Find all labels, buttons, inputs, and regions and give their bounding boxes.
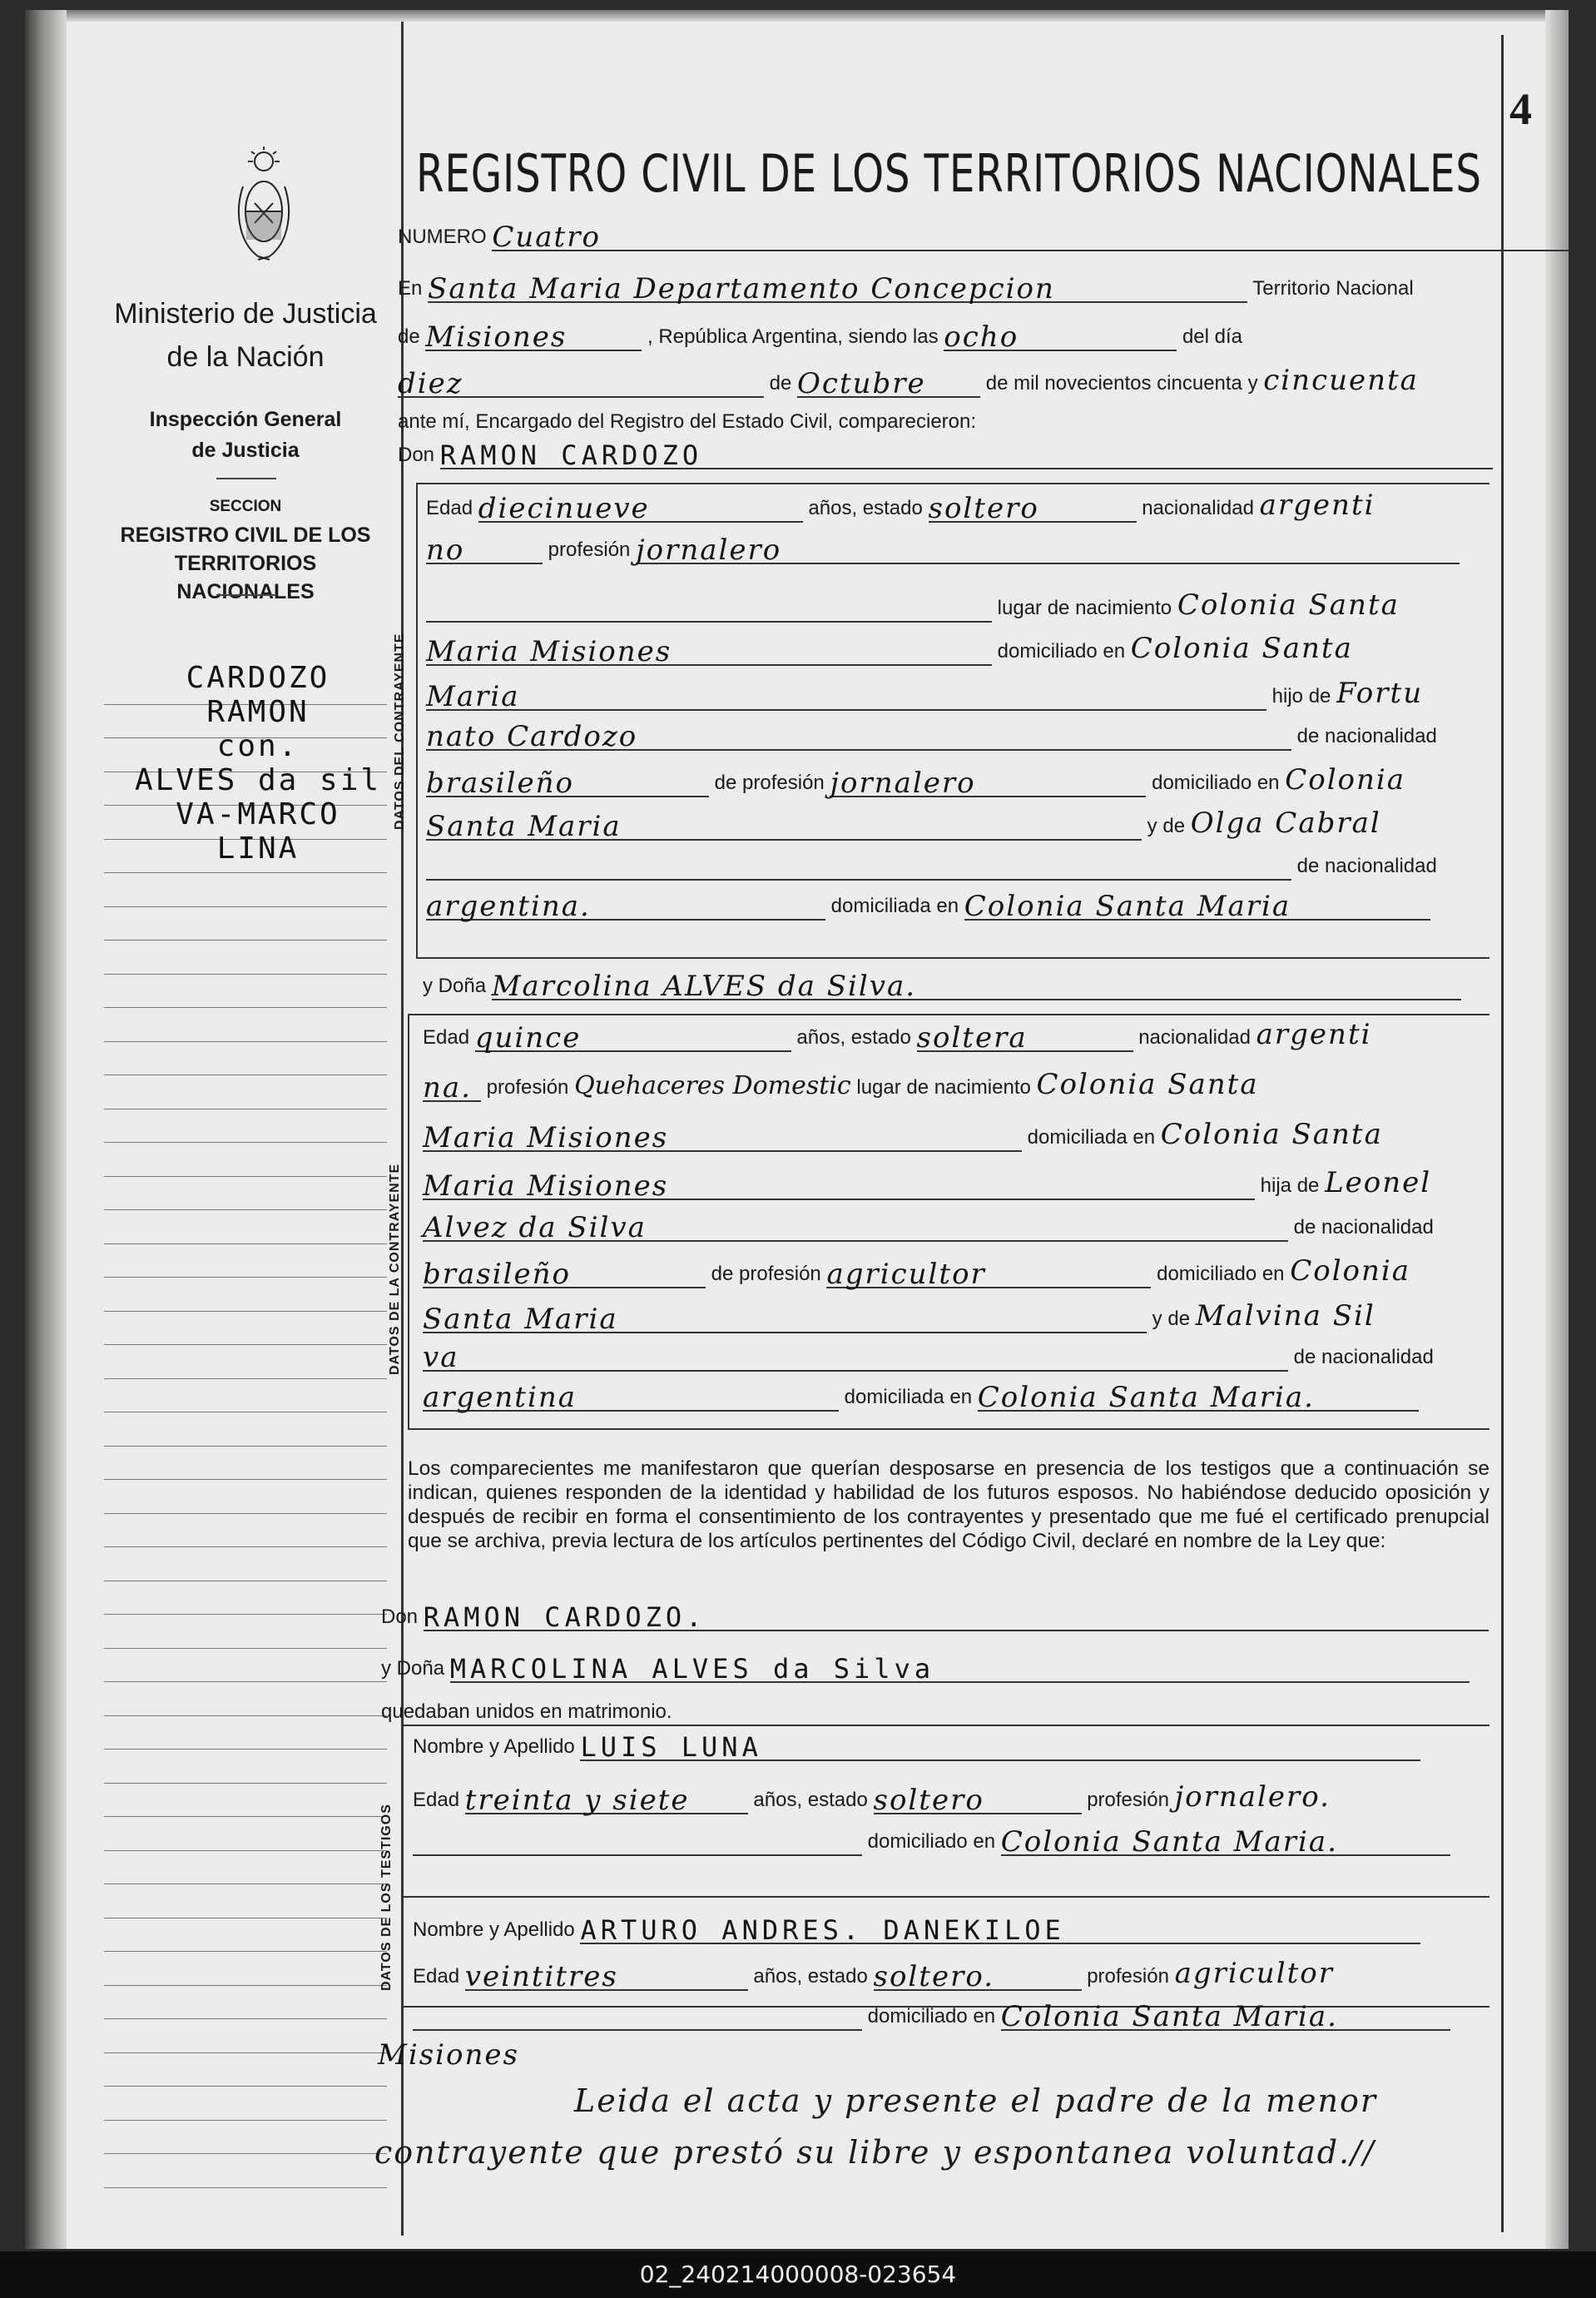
testigo2-domicilio: Colonia Santa Maria.: [1000, 2000, 1338, 2033]
contrayente-hijo-line: [426, 679, 1423, 711]
declaration-paragraph: Los comparecientes me manifestaron que querían desposarse en presencia de los testigos que a continuación se indican, quienes responden de la identidad y habilidad de los futuros esposos. No habiéndose deducido oposición y después de recibir en forma el consentimiento de los contrayentes y presentado que me fué el certificado prenupcial que se archiva, previa lectura de los artículos pertinentes del Código Civil, declaré en nombre de la Ley que:: [408, 1457, 1489, 1552]
ante-mi-line: ante mí, Encargado del Registro del Estado Civil, comparecieron:: [398, 410, 977, 433]
hora-value: ocho: [944, 320, 1019, 354]
nacionalidad-label: nacionalidad: [1138, 1026, 1251, 1049]
de-nacionalidad-label: de nacionalidad: [1293, 1346, 1434, 1368]
contrayenta-madre-dom-line: [423, 1383, 1419, 1412]
ministry-line-1: Ministerio de Justicia: [114, 298, 377, 330]
closing-note-line-1: Leida el acta y presente el padre de la menor: [574, 2082, 1378, 2119]
madre-nacionalidad: argentina.: [426, 890, 591, 923]
contrayente-padre-cont: nato Cardozo: [426, 720, 638, 753]
contrayente-domicilio: Colonia Santa: [1130, 632, 1353, 665]
contrayenta-padre-prof-line: [423, 1254, 1411, 1291]
union-don: RAMON CARDOZO.: [423, 1601, 706, 1633]
testigo2-nombre: ARTURO ANDRES. DANEKILOE: [580, 1914, 1065, 1946]
inspection-line-1: Inspección General: [149, 408, 342, 431]
mes-value: Octubre: [797, 367, 926, 400]
register-page: [25, 10, 1569, 2249]
testigo1-edad-line: [413, 1780, 1331, 1817]
testigo2-profesion: agricultor: [1174, 1957, 1334, 1990]
contrayenta-domicilio-line: [423, 1120, 1383, 1152]
contrayenta-estado: soltera: [916, 1021, 1028, 1055]
contrayente-nacimiento: Colonia Santa: [1177, 588, 1400, 622]
contrayenta-padre: Leonel: [1325, 1166, 1432, 1199]
padre-domicilio-cont: Santa Maria: [423, 1303, 618, 1336]
hijo-de-label: hijo de: [1271, 685, 1331, 707]
padre-profesion: agricultor: [826, 1258, 986, 1291]
madre-domicilio: Colonia Santa Maria: [964, 890, 1291, 923]
don-line: [398, 441, 1493, 469]
testigo2-nombre-line: [413, 1916, 1420, 1944]
page-number: 4: [1509, 84, 1532, 134]
de-profesion-label: de profesión: [711, 1263, 821, 1285]
republica-label: , República Argentina, siendo las: [647, 325, 939, 348]
testigo2-domicilio-line: [413, 2000, 1450, 2033]
divider: [216, 478, 276, 479]
en-label: En: [398, 277, 423, 300]
contrayente-estado: soltero: [928, 492, 1039, 525]
edad-label: Edad: [413, 1789, 460, 1811]
de-nacionalidad-label: de nacionalidad: [1296, 855, 1437, 877]
union-dona: MARCOLINA ALVES da Silva: [449, 1653, 935, 1685]
edad-label: Edad: [413, 1965, 460, 1988]
section-label: SECCION: [209, 498, 282, 515]
testigo1-nombre-line: [413, 1733, 1420, 1761]
testigo1-profesion: jornalero.: [1174, 1780, 1331, 1814]
union-dona-line: [381, 1655, 1470, 1683]
territorio-value: Misiones: [425, 320, 568, 354]
testigo1-domicilio: Colonia Santa Maria.: [1000, 1825, 1338, 1859]
contrayente-edad-line: [426, 491, 1375, 523]
domicilio-label: domiciliado en: [867, 2005, 996, 2028]
y-de-label: y de: [1147, 815, 1186, 837]
contrayenta-nacionalidad: argenti: [1256, 1018, 1372, 1051]
estado-label: años, estado: [796, 1026, 911, 1049]
padre-nacionalidad: brasileño: [423, 1258, 571, 1291]
datos-contrayenta-label: DATOS DE LA CONTRAYENTE: [388, 1163, 402, 1375]
contrayenta-padre-cont: Alvez da Silva: [423, 1211, 647, 1244]
nacimiento-label: lugar de nacimiento: [997, 597, 1172, 619]
contrayenta-edad: quince: [474, 1021, 582, 1055]
margin-ruled-lines: [104, 671, 387, 2188]
contrayenta-profesion-line: [423, 1070, 1259, 1102]
territorio-label: Territorio Nacional: [1252, 277, 1414, 300]
ministry-name: [108, 292, 383, 379]
image-caption: 02_240214000008-023654: [0, 2251, 1596, 2298]
domicilio-label: domiciliado en: [1157, 1263, 1285, 1285]
contrayenta-nacionalidad-cont: na.: [423, 1071, 472, 1104]
page-right-edge: [1545, 10, 1569, 2249]
contrayenta-madre-nac-line: [423, 1343, 1434, 1372]
contrayente-nacimiento-line: [426, 588, 1400, 623]
contrayenta-domicilio: Colonia Santa: [1160, 1118, 1383, 1151]
inspection-line-2: de Justicia: [191, 439, 300, 462]
madre-nacionalidad: argentina: [423, 1381, 577, 1414]
de-label: de: [398, 325, 420, 348]
testigo1-edad: treinta y siete: [464, 1784, 690, 1817]
contrayente-profesion: jornalero: [636, 534, 782, 567]
don-label: Don: [398, 444, 435, 466]
contrayenta-domicilio-cont: Maria Misiones: [423, 1169, 669, 1203]
numero-line: [398, 221, 1569, 254]
datos-testigos-label: DATOS DE LOS TESTIGOS: [379, 1804, 394, 1991]
profesion-label: profesión: [1087, 1965, 1169, 1988]
edad-label: Edad: [423, 1026, 470, 1049]
ministry-line-2: de la Nación: [166, 341, 325, 373]
margin-note-line: LINA: [216, 831, 300, 866]
quedaban-line: quedaban unidos en matrimonio.: [381, 1700, 672, 1723]
margin-note-line: con.: [216, 729, 300, 763]
page-title: REGISTRO CIVIL DE LOS TERRITORIOS NACIONALES: [416, 143, 1482, 204]
dona-line: [423, 970, 1461, 1003]
profesion-label: profesión: [548, 539, 631, 561]
padre-domicilio: Colonia: [1290, 1254, 1411, 1288]
numero-value: Cuatro: [492, 221, 601, 254]
y-dona-label: y Doña: [423, 975, 487, 997]
y-dona-label: y Doña: [381, 1657, 445, 1680]
margin-note-line: VA-MARCO: [176, 797, 340, 831]
testigo2-estado: soltero.: [873, 1960, 995, 1993]
territorio-line: [398, 320, 1243, 354]
contrayente-profesion-line: [426, 534, 1460, 567]
y-de-label: y de: [1152, 1308, 1191, 1330]
right-margin-line: [1501, 35, 1504, 2232]
margin-note-line: CARDOZO: [186, 661, 330, 695]
testigo1-estado: soltero: [873, 1784, 984, 1817]
closing-note-line-2: contrayente que prestó su libre y espontanea voluntad.//: [374, 2134, 1375, 2171]
estado-label: años, estado: [753, 1789, 868, 1811]
domicilio-label: domiciliado en: [1152, 772, 1280, 794]
padre-domicilio: Colonia: [1285, 763, 1406, 797]
lugar-line: [398, 272, 1414, 305]
contrayente-padre: Fortu: [1336, 677, 1424, 710]
contrayenta-padre-line: [423, 1211, 1434, 1244]
lugar-value: Santa Maria Departamento Concepcion: [428, 272, 1055, 305]
contrayenta-nacimiento: Colonia Santa: [1036, 1068, 1259, 1101]
contrayente-domicilio-cont: Maria: [426, 680, 520, 713]
fecha-line: [398, 366, 1419, 398]
de-nacionalidad-label: de nacionalidad: [1296, 725, 1437, 747]
contrayente-madre: Olga Cabral: [1190, 807, 1381, 840]
nacimiento-label: lugar de nacimiento: [856, 1076, 1031, 1099]
contrayenta-madre-line: [423, 1299, 1375, 1336]
anio-label: de mil novecientos cincuenta y: [985, 372, 1258, 395]
margin-note-line: ALVES da sil: [134, 763, 382, 797]
contrayente-madre-dom-line: [426, 892, 1430, 921]
profesion-label: profesión: [1087, 1789, 1169, 1811]
contrayenta-edad-line: [423, 1018, 1372, 1055]
left-margin-column: [67, 22, 404, 2236]
contrayente-madre-line: [426, 809, 1381, 841]
domiciliada-label: domiciliada en: [830, 895, 959, 917]
del-dia-label: del día: [1182, 325, 1243, 348]
domiciliada-label: domiciliada en: [1027, 1126, 1156, 1149]
dia-value: diez: [398, 367, 463, 400]
de-nacionalidad-label: de nacionalidad: [1293, 1216, 1434, 1238]
contrayente-nacionalidad-cont: no: [426, 534, 465, 567]
de-profesion-label: de profesión: [714, 772, 825, 794]
contrayente-edad: diecinueve: [478, 492, 650, 525]
estado-label: años, estado: [808, 497, 923, 519]
contrayente-nacionalidad: argenti: [1259, 489, 1375, 522]
testigo2-extra: Misiones: [378, 2038, 519, 2072]
padre-nacionalidad: brasileño: [426, 767, 574, 800]
nombre-label: Nombre y Apellido: [413, 1918, 575, 1941]
contrayente-padre-prof-line: [426, 763, 1406, 800]
testigo1-nombre: LUIS LUNA: [580, 1731, 762, 1763]
national-coat-of-arms-icon: [233, 143, 295, 266]
contrayenta-madre: Malvina Sil: [1195, 1299, 1375, 1333]
page-top-edge: [67, 10, 1569, 22]
don-value: RAMON CARDOZO: [439, 439, 703, 471]
domiciliada-label: domiciliada en: [844, 1386, 973, 1408]
contrayente-padre-line: [426, 722, 1437, 751]
anio-value: cincuenta: [1263, 364, 1419, 397]
margin-note-line: RAMON: [206, 695, 310, 729]
domicilio-label: domiciliado en: [867, 1830, 996, 1853]
contrayente-nacimiento-cont: Maria Misiones: [426, 635, 672, 668]
madre-domicilio: Colonia Santa Maria.: [977, 1381, 1315, 1414]
section-name: [108, 521, 383, 606]
divider: [216, 594, 276, 596]
don-label: Don: [381, 1606, 419, 1628]
contrayenta-nacimiento-cont: Maria Misiones: [423, 1121, 669, 1154]
contrayenta-hija-line: [423, 1166, 1432, 1203]
padre-profesion: jornalero: [830, 767, 976, 800]
margin-annotation: [125, 661, 391, 866]
domicilio-label: domiciliado en: [997, 640, 1126, 663]
testigo2-edad-line: [413, 1959, 1334, 1991]
testigo1-domicilio-line: [413, 1825, 1450, 1859]
section-line-1: REGISTRO CIVIL DE LOS: [120, 524, 371, 547]
contrayenta-madre-cont: va: [423, 1341, 459, 1374]
de-label: de: [769, 372, 792, 395]
union-don-line: [381, 1603, 1489, 1631]
profesion-label: profesión: [486, 1076, 569, 1099]
nacionalidad-label: nacionalidad: [1142, 497, 1254, 519]
estado-label: años, estado: [753, 1965, 868, 1988]
padre-domicilio-cont: Santa Maria: [426, 810, 622, 843]
datos-contrayente-label: DATOS DEL CONTRAYENTE: [393, 633, 407, 830]
edad-label: Edad: [426, 497, 473, 519]
numero-label: NUMERO: [398, 226, 487, 248]
inspection-name: [108, 405, 383, 466]
contrayenta-nombre: Marcolina ALVES da Silva.: [491, 970, 917, 1003]
contrayente-domicilio-line: [426, 634, 1353, 666]
testigos-divider: [401, 1896, 1489, 1898]
contrayenta-profesion: Quehaceres Domestic: [574, 1071, 851, 1100]
testigo2-edad: veintitres: [464, 1960, 618, 1993]
book-binding: [25, 10, 67, 2249]
hija-de-label: hija de: [1260, 1174, 1320, 1197]
contrayente-madre-nac-line: [426, 852, 1437, 881]
section-line-2: TERRITORIOS NACIONALES: [174, 552, 317, 603]
nombre-label: Nombre y Apellido: [413, 1735, 575, 1758]
